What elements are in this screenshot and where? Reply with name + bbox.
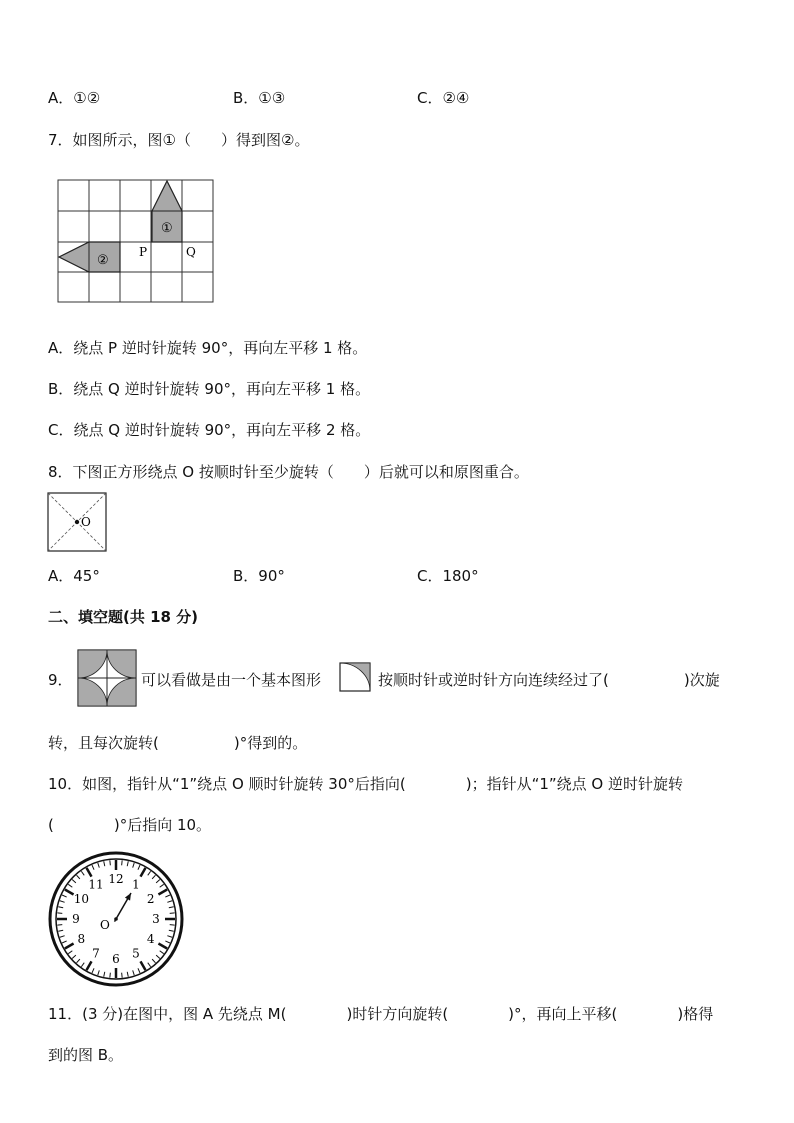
clock-minor-tick	[110, 973, 111, 978]
clock-number-12: 12	[108, 872, 124, 886]
label-shape2: ②	[97, 253, 109, 268]
clock-number-1: 1	[132, 877, 140, 892]
clock-minor-tick	[170, 925, 175, 926]
clock-number-9: 9	[72, 912, 80, 926]
q6-option-a: A．①②	[48, 89, 101, 107]
label-shape1: ①	[161, 221, 173, 236]
q8-option-b: B．90°	[233, 567, 285, 585]
q10-line-2: ( )°后指向 10。	[48, 816, 212, 834]
clock-center-label: O	[100, 918, 110, 932]
q7-option-b: B．绕点 Q 逆时针旋转 90°，再向左平移 1 格。	[48, 380, 371, 398]
pinwheel-figure	[77, 649, 139, 709]
q8-option-a: A．45°	[48, 567, 100, 585]
clock-number-4: 4	[146, 932, 155, 946]
q6-option-b: B．①③	[233, 89, 286, 107]
clock-minor-tick	[122, 973, 123, 978]
q8-square-figure	[47, 492, 109, 554]
q11-line-2: 到的图 B。	[48, 1046, 124, 1064]
basic-shape-figure	[339, 662, 372, 693]
q7-grid-figure	[57, 179, 217, 305]
clock-number-10: 10	[73, 892, 89, 906]
clock-number-6: 6	[112, 952, 120, 966]
q9-text-2: 按顺时针或逆时针方向连续经过了( )次旋	[378, 671, 720, 689]
q9-text-3: 转，且每次旋转( )°得到的。	[48, 734, 308, 752]
q9-text-1: 可以看做是由一个基本图形	[141, 671, 322, 689]
clock-minor-tick	[110, 860, 111, 865]
clock-number-7: 7	[92, 946, 100, 961]
q7-option-c: C．绕点 Q 逆时针旋转 90°，再向左平移 2 格。	[48, 421, 371, 439]
q7-stem: 7．如图所示，图①（ ）得到图②。	[48, 131, 310, 149]
clock-number-11: 11	[88, 877, 104, 892]
q9-number: 9．	[48, 671, 73, 689]
clock-number-3: 3	[152, 912, 160, 926]
q8-stem: 8．下图正方形绕点 O 按顺时针至少旋转（ ）后就可以和原图重合。	[48, 463, 529, 481]
q10-line-1: 10．如图，指针从“1”绕点 O 顺时针旋转 30°后指向( )；指针从“1”绕点 O 逆时针旋转	[48, 775, 684, 793]
clock-minor-tick	[122, 860, 123, 865]
clock-minor-tick	[57, 925, 62, 926]
clock-number-5: 5	[132, 946, 140, 961]
q6-option-c: C．②④	[417, 89, 470, 107]
clock-figure	[48, 851, 184, 987]
q8-option-c: C．180°	[417, 567, 479, 585]
label-o: O	[81, 515, 91, 529]
q11-line-1: 11．(3 分)在图中，图 A 先绕点 M( )时针方向旋转( )°，再向上平移( )格得	[48, 1005, 714, 1023]
label-q: Q	[186, 245, 196, 259]
section-2-title: 二、填空题(共 18 分)	[48, 608, 199, 626]
clock-minor-tick	[170, 913, 175, 914]
clock-number-8: 8	[77, 932, 86, 946]
label-p: P	[139, 245, 148, 259]
clock-number-2: 2	[146, 892, 155, 906]
q7-option-a: A．绕点 P 逆时针旋转 90°，再向左平移 1 格。	[48, 339, 368, 357]
clock-minor-tick	[57, 913, 62, 914]
